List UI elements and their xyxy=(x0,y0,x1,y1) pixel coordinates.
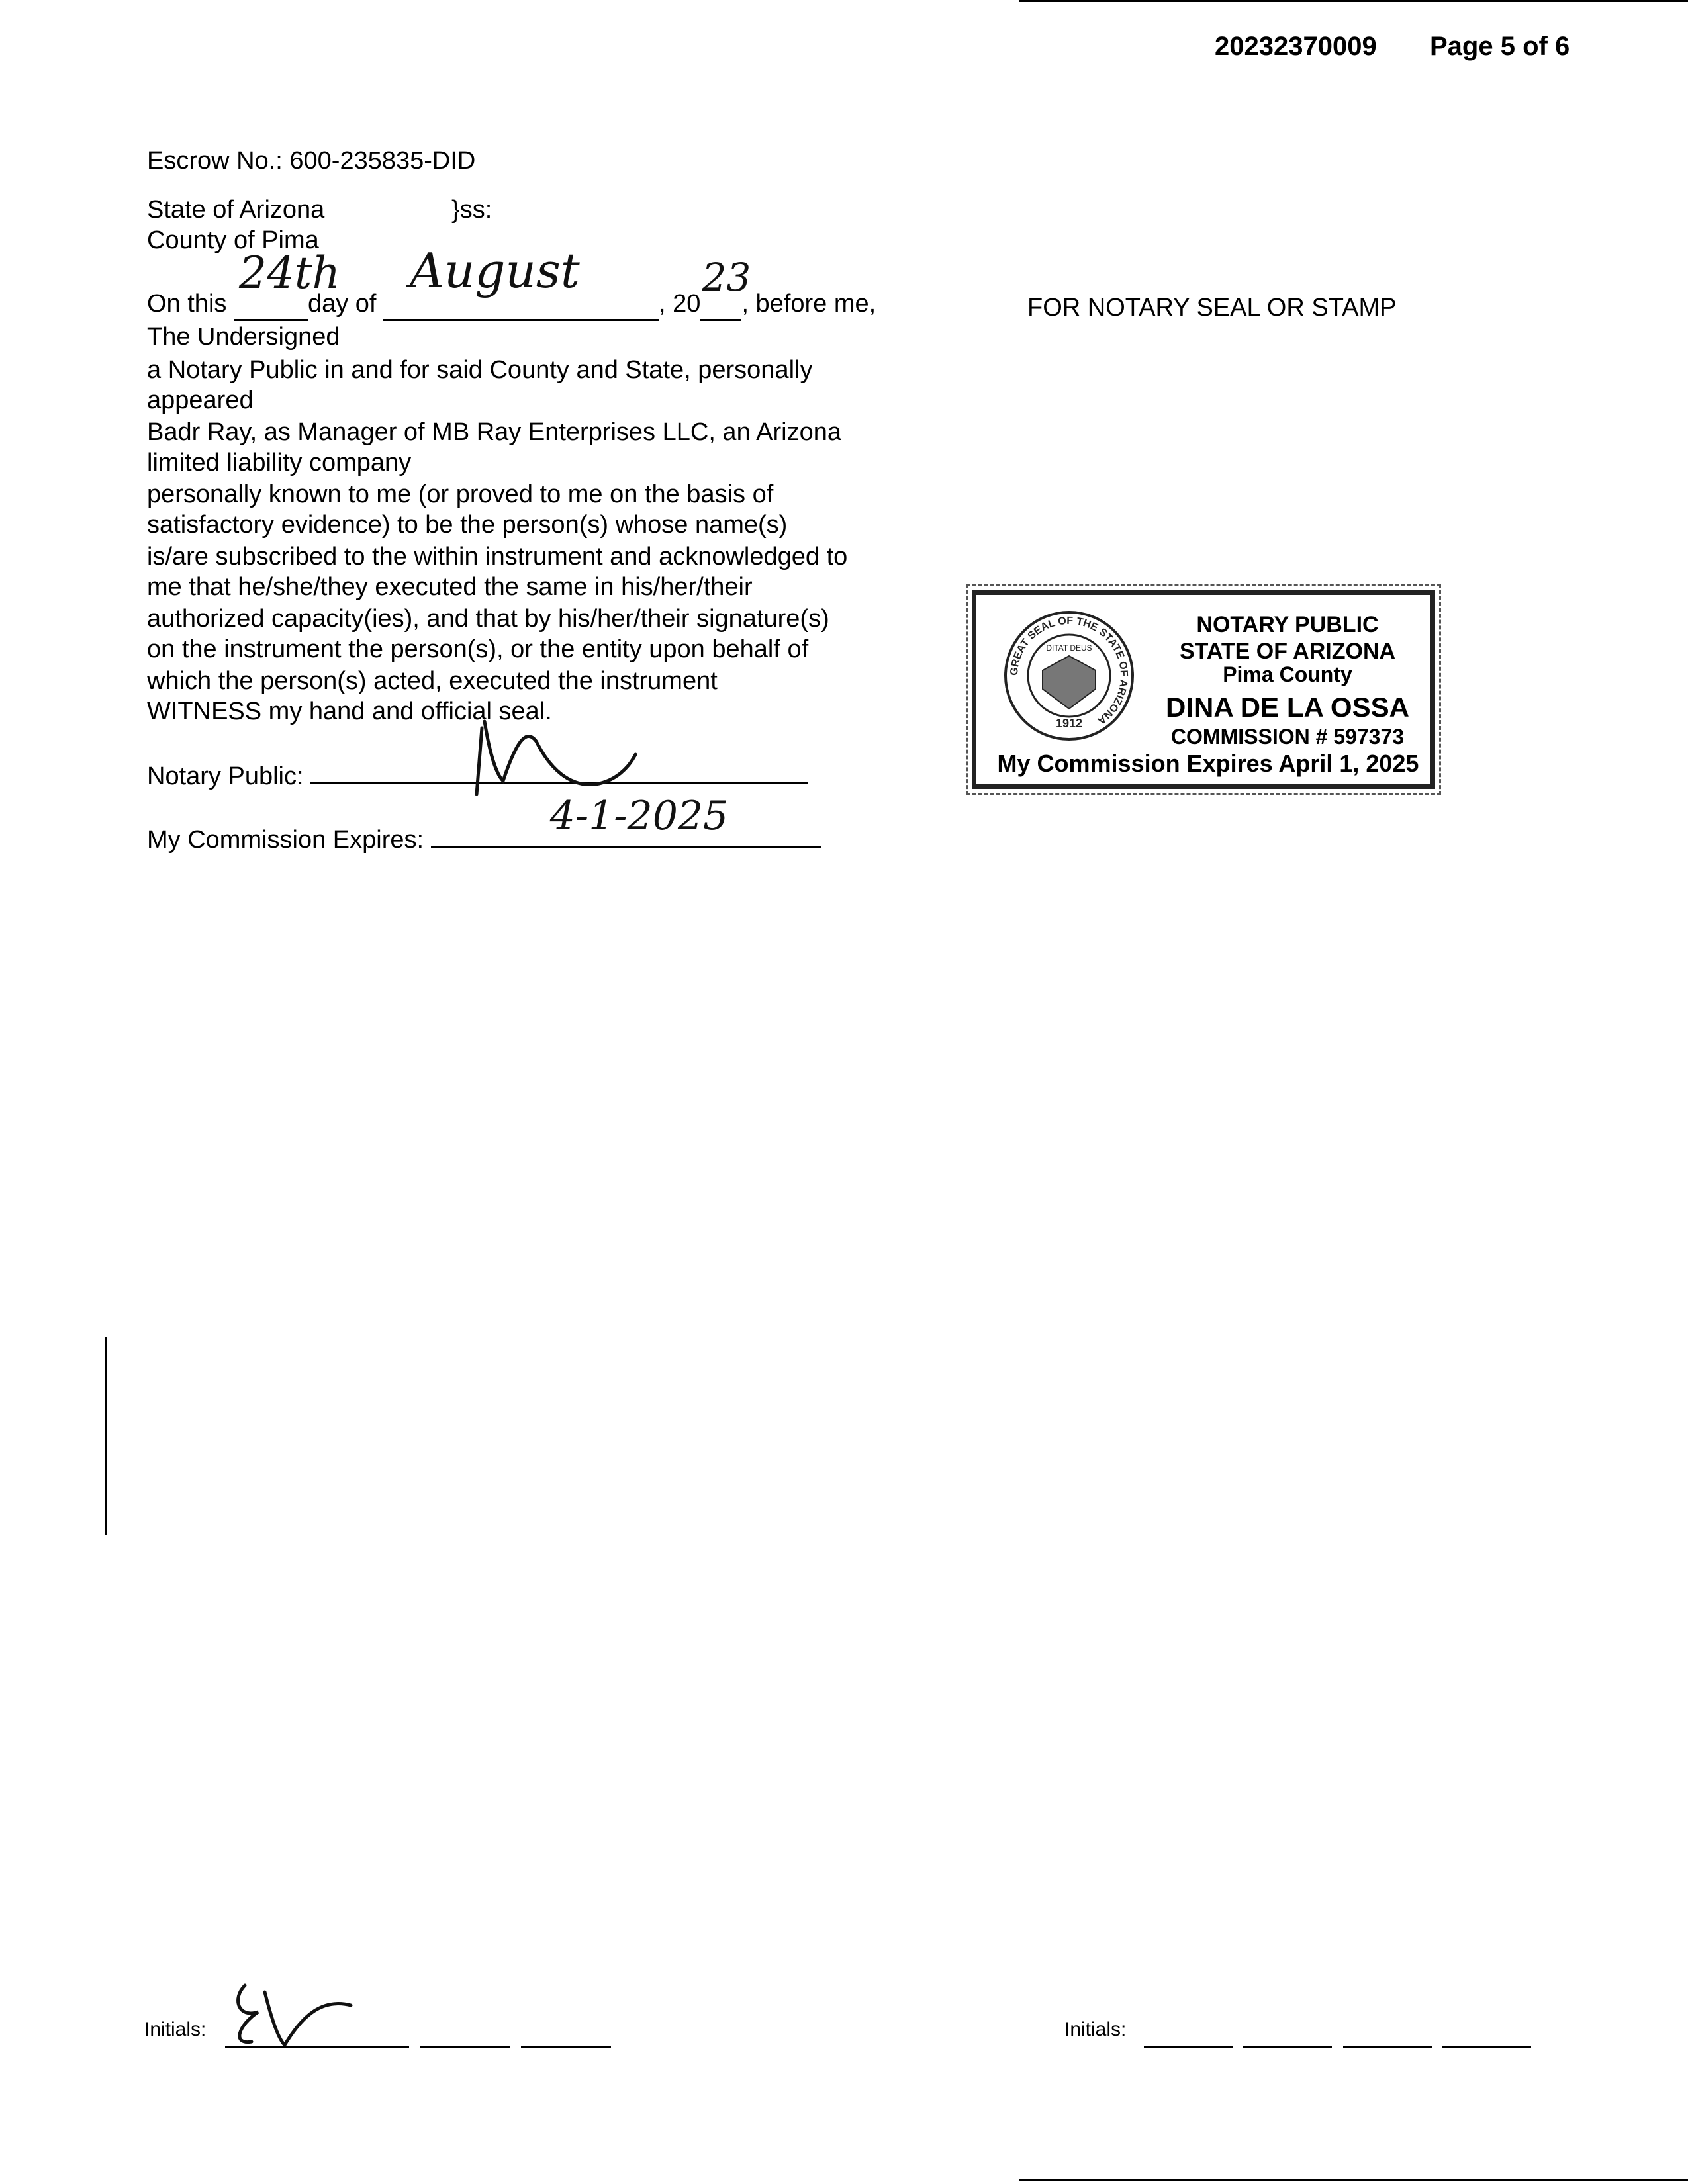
ack-line-1: a Notary Public in and for said County and State, personally xyxy=(147,356,813,384)
ack-line-5: personally known to me (or proved to me on the basis of xyxy=(147,480,774,508)
ack-line-6: satisfactory evidence) to be the person(s) whose name(s) xyxy=(147,511,788,539)
notary-signature xyxy=(450,702,675,801)
day-of-label: day of xyxy=(307,290,377,318)
escrow-number: Escrow No.: 600-235835-DID xyxy=(147,147,476,175)
ack-line-7: is/are subscribed to the within instrument and acknowledged to xyxy=(147,543,848,570)
initials-right-label: Initials: xyxy=(1064,2019,1127,2040)
page-indicator: Page 5 of 6 xyxy=(1430,32,1570,61)
initials-right-blanks xyxy=(1144,2020,1531,2052)
expires-label: My Commission Expires: xyxy=(147,826,424,854)
ack-line-2: appeared xyxy=(147,387,254,414)
stamp-line-expires: My Commission Expires April 1, 2025 xyxy=(997,750,1419,777)
stamp-line-notary: NOTARY PUBLIC xyxy=(1196,612,1379,637)
handwritten-year: 23 xyxy=(702,255,751,300)
scan-edge-bottom xyxy=(1019,2179,1688,2181)
ack-line-12: WITNESS my hand and official seal. xyxy=(147,698,552,725)
document-number: 20232370009 xyxy=(1215,32,1377,61)
scan-edge-top xyxy=(1019,0,1688,2)
county-label: County of Pima xyxy=(147,226,319,254)
stamp-line-state: STATE OF ARIZONA xyxy=(1179,639,1396,664)
initials-left-blanks xyxy=(225,2020,611,2052)
year-prefix: , 20 xyxy=(659,290,701,318)
seal-year: 1912 xyxy=(1055,717,1083,730)
undersigned-label: The Undersigned xyxy=(147,323,340,351)
seal-motto: DITAT DEUS xyxy=(1046,643,1092,653)
arizona-state-seal xyxy=(1003,610,1135,742)
month-blank xyxy=(383,243,659,321)
state-label: State of Arizona xyxy=(147,196,325,224)
on-this-label: On this xyxy=(147,290,227,318)
year-blank xyxy=(700,255,751,321)
handwritten-expires: 4-1-2025 xyxy=(549,793,729,839)
seal-ring-text: GREAT SEAL OF THE STATE OF ARIZONA xyxy=(1008,615,1130,727)
scan-margin-line xyxy=(105,1337,107,1535)
ack-line-9: authorized capacity(ies), and that by his/her/their signature(s) xyxy=(147,605,829,633)
ss-marker: }ss: xyxy=(451,196,492,224)
expires-blank xyxy=(431,793,821,848)
ack-line-3: Badr Ray, as Manager of MB Ray Enterprises LLC, an Arizona xyxy=(147,418,842,446)
handwritten-month: August xyxy=(410,243,580,298)
handwritten-day: 24th xyxy=(238,248,340,298)
initials-left-label: Initials: xyxy=(144,2019,207,2040)
stamp-line-name: DINA DE LA OSSA xyxy=(1166,692,1409,723)
ack-line-4: limited liability company xyxy=(147,449,412,477)
ack-line-11: which the person(s) acted, executed the instrument xyxy=(147,667,718,695)
ack-line-8: me that he/she/they executed the same in his/her/their xyxy=(147,573,753,601)
day-blank xyxy=(234,248,340,321)
expires-line xyxy=(147,793,821,855)
stamp-line-county: Pima County xyxy=(1223,662,1352,686)
before-me-label: , before me, xyxy=(741,290,876,318)
notary-public-label: Notary Public: xyxy=(147,762,304,790)
on-this-line xyxy=(147,243,876,321)
seal-caption: FOR NOTARY SEAL OR STAMP xyxy=(1027,294,1397,322)
stamp-line-commission: COMMISSION # 597373 xyxy=(1170,725,1405,749)
ack-line-10: on the instrument the person(s), or the entity upon behalf of xyxy=(147,635,809,663)
notary-stamp xyxy=(972,590,1435,789)
